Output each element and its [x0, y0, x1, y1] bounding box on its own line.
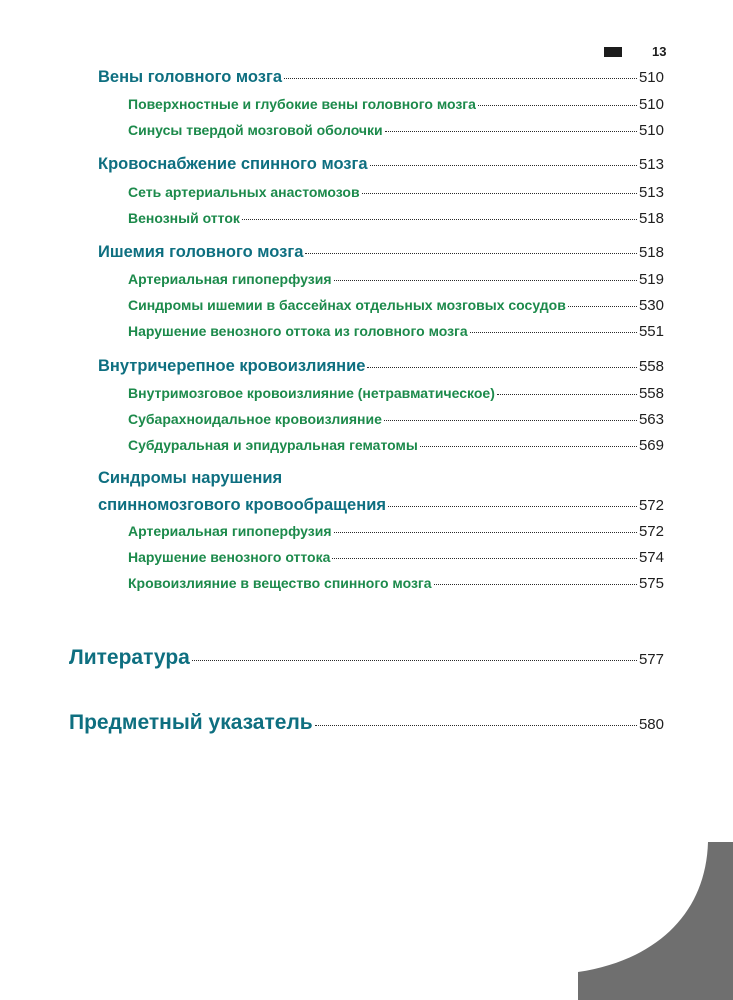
toc-subentry-page: 572	[638, 523, 664, 540]
toc-entry[interactable]	[98, 155, 664, 174]
dot-leader	[370, 165, 637, 166]
dot-leader	[362, 193, 637, 194]
toc-subentry[interactable]	[128, 575, 664, 592]
toc-subentry-title: Синусы твердой мозговой оболочки	[128, 122, 383, 138]
toc-chapter[interactable]	[69, 646, 664, 670]
toc-chapter-page: 580	[638, 716, 664, 733]
toc-entry-page: 558	[638, 358, 664, 375]
toc-entry-title: Ишемия головного мозга	[98, 243, 304, 261]
dot-leader	[568, 306, 637, 307]
toc-subentry-page: 563	[638, 411, 664, 428]
dot-leader	[434, 584, 637, 585]
toc-subentry-title: Венозный отток	[128, 210, 240, 226]
dot-leader	[334, 280, 637, 281]
toc-subentry[interactable]	[128, 549, 664, 566]
toc-entry-title: спинномозгового кровообращения	[98, 496, 386, 514]
toc-subentry-page: 558	[638, 385, 664, 402]
toc-subentry-title: Артериальная гипоперфузия	[128, 271, 332, 287]
toc-chapter-title: Литература	[69, 646, 190, 669]
toc-chapter[interactable]	[69, 711, 664, 735]
toc-subentry-title: Артериальная гипоперфузия	[128, 523, 332, 539]
toc-subentry-title: Внутримозговое кровоизлияние (нетравматическое)	[128, 385, 495, 401]
dot-leader	[384, 420, 637, 421]
toc-entry-page: 518	[638, 244, 664, 261]
toc-subentry-title: Нарушение венозного оттока из головного мозга	[128, 323, 468, 339]
dot-leader	[470, 332, 637, 333]
dot-leader	[420, 446, 637, 447]
dot-leader	[315, 725, 637, 726]
dot-leader	[478, 105, 637, 106]
dot-leader	[385, 131, 637, 132]
toc-subentry-page: 510	[638, 96, 664, 113]
toc-subentry-page: 518	[638, 210, 664, 227]
toc-subentry-title: Субдуральная и эпидуральная гематомы	[128, 437, 418, 453]
page-number: 13	[652, 44, 667, 59]
dot-leader	[192, 660, 637, 661]
toc-subentry-title: Кровоизлияние в вещество спинного мозга	[128, 575, 432, 591]
toc-subentry-page: 513	[638, 184, 664, 201]
toc-entry[interactable]	[98, 243, 664, 262]
toc-entry[interactable]	[98, 496, 664, 515]
toc-chapter-title: Предметный указатель	[69, 711, 313, 734]
toc-entry[interactable]	[98, 68, 664, 87]
toc-subentry[interactable]	[128, 323, 664, 340]
toc-subentry-title: Синдромы ишемии в бассейнах отдельных мозговых сосудов	[128, 297, 566, 313]
dot-leader	[367, 367, 637, 368]
dot-leader	[305, 253, 637, 254]
decorative-corner	[578, 842, 733, 1000]
toc-subentry-page: 530	[638, 297, 664, 314]
toc-subentry-page: 575	[638, 575, 664, 592]
toc-subentry[interactable]	[128, 523, 664, 540]
dot-leader	[242, 219, 637, 220]
toc-entry[interactable]	[98, 357, 664, 376]
dot-leader	[388, 506, 637, 507]
toc-subentry[interactable]	[128, 437, 664, 454]
toc-subentry-page: 574	[638, 549, 664, 566]
dot-leader	[284, 78, 637, 79]
toc-entry-page: 513	[638, 156, 664, 173]
dot-leader	[332, 558, 637, 559]
toc-subentry-title: Сеть артериальных анастомозов	[128, 184, 360, 200]
toc-subentry[interactable]	[128, 122, 664, 139]
toc-subentry[interactable]	[128, 210, 664, 227]
toc-entry-title: Внутричерепное кровоизлияние	[98, 357, 366, 375]
dot-leader	[334, 532, 637, 533]
dot-leader	[497, 394, 637, 395]
toc-entry-page: 510	[638, 69, 664, 86]
toc-chapter-page: 577	[638, 651, 664, 668]
toc-entry-title: Вены головного мозга	[98, 68, 283, 86]
toc-subentry-page: 519	[638, 271, 664, 288]
toc-subentry[interactable]	[128, 411, 664, 428]
toc-entry-page: 572	[638, 497, 664, 514]
toc-subentry[interactable]	[128, 184, 664, 201]
toc-subentry-page: 510	[638, 122, 664, 139]
page-marker	[604, 47, 622, 57]
toc-subentry[interactable]	[128, 271, 664, 288]
toc-subentry[interactable]	[128, 385, 664, 402]
toc-subentry[interactable]	[128, 96, 664, 113]
toc-subentry-page: 551	[638, 323, 664, 340]
toc-entry-title-line1: Синдромы нарушения	[98, 469, 283, 487]
toc-entry-title: Кровоснабжение спинного мозга	[98, 155, 368, 173]
toc-subentry-title: Поверхностные и глубокие вены головного мозга	[128, 96, 476, 112]
toc-subentry-title: Субарахноидальное кровоизлияние	[128, 411, 382, 427]
toc-subentry[interactable]	[128, 297, 664, 314]
toc-subentry-page: 569	[638, 437, 664, 454]
toc-subentry-title: Нарушение венозного оттока	[128, 549, 331, 565]
